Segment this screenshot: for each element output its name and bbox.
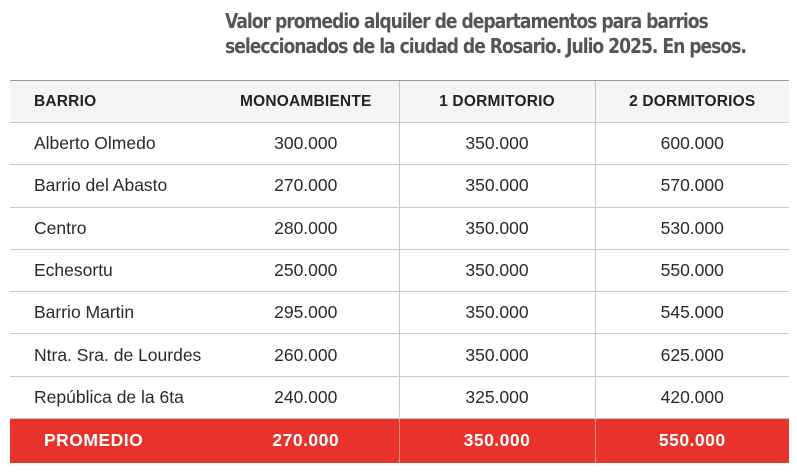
cell-barrio: República de la 6ta <box>10 376 213 418</box>
cell-1-dormitorio: 350.000 <box>399 334 595 376</box>
cell-2-dormitorios: 625.000 <box>595 334 789 376</box>
header-monoambiente: MONOAMBIENTE <box>213 81 399 123</box>
cell-2-dormitorios: 600.000 <box>595 123 789 165</box>
table-row <box>10 292 789 334</box>
cell-monoambiente: 280.000 <box>213 207 399 249</box>
title-line-1: Valor promedio alquiler de departamentos para barrios <box>225 9 708 33</box>
cell-monoambiente: 270.000 <box>213 165 399 207</box>
cell-barrio: Centro <box>10 207 213 249</box>
cell-barrio: Alberto Olmedo <box>10 123 213 165</box>
cell-2-dormitorios: 570.000 <box>595 165 789 207</box>
table-row <box>10 165 789 207</box>
average-1-dormitorio: 350.000 <box>399 419 595 463</box>
cell-barrio: Echesortu <box>10 249 213 291</box>
page-title <box>225 9 746 59</box>
cell-1-dormitorio: 350.000 <box>399 123 595 165</box>
cell-barrio: Barrio Martin <box>10 292 213 334</box>
cell-1-dormitorio: 325.000 <box>399 376 595 418</box>
average-monoambiente: 270.000 <box>213 419 399 463</box>
cell-monoambiente: 300.000 <box>213 123 399 165</box>
cell-monoambiente: 260.000 <box>213 334 399 376</box>
title-line-2: seleccionados de la ciudad de Rosario. Julio 2025. En pesos. <box>225 34 746 58</box>
header-1-dormitorio: 1 DORMITORIO <box>399 81 595 123</box>
cell-2-dormitorios: 550.000 <box>595 249 789 291</box>
table-row <box>10 334 789 376</box>
cell-2-dormitorios: 530.000 <box>595 207 789 249</box>
table-row <box>10 207 789 249</box>
table-row <box>10 249 789 291</box>
cell-1-dormitorio: 350.000 <box>399 207 595 249</box>
cell-2-dormitorios: 545.000 <box>595 292 789 334</box>
cell-barrio: Barrio del Abasto <box>10 165 213 207</box>
cell-monoambiente: 250.000 <box>213 249 399 291</box>
average-label: PROMEDIO <box>10 419 213 463</box>
cell-barrio: Ntra. Sra. de Lourdes <box>10 334 213 376</box>
average-2-dormitorios: 550.000 <box>595 419 789 463</box>
rent-table <box>10 80 789 463</box>
table-header-row <box>10 81 789 123</box>
table-row <box>10 376 789 418</box>
cell-1-dormitorio: 350.000 <box>399 165 595 207</box>
header-barrio: BARRIO <box>10 81 213 123</box>
cell-1-dormitorio: 350.000 <box>399 249 595 291</box>
cell-2-dormitorios: 420.000 <box>595 376 789 418</box>
cell-monoambiente: 295.000 <box>213 292 399 334</box>
header-2-dormitorios: 2 DORMITORIOS <box>595 81 789 123</box>
cell-1-dormitorio: 350.000 <box>399 292 595 334</box>
table-row <box>10 123 789 165</box>
cell-monoambiente: 240.000 <box>213 376 399 418</box>
average-row <box>10 419 789 463</box>
